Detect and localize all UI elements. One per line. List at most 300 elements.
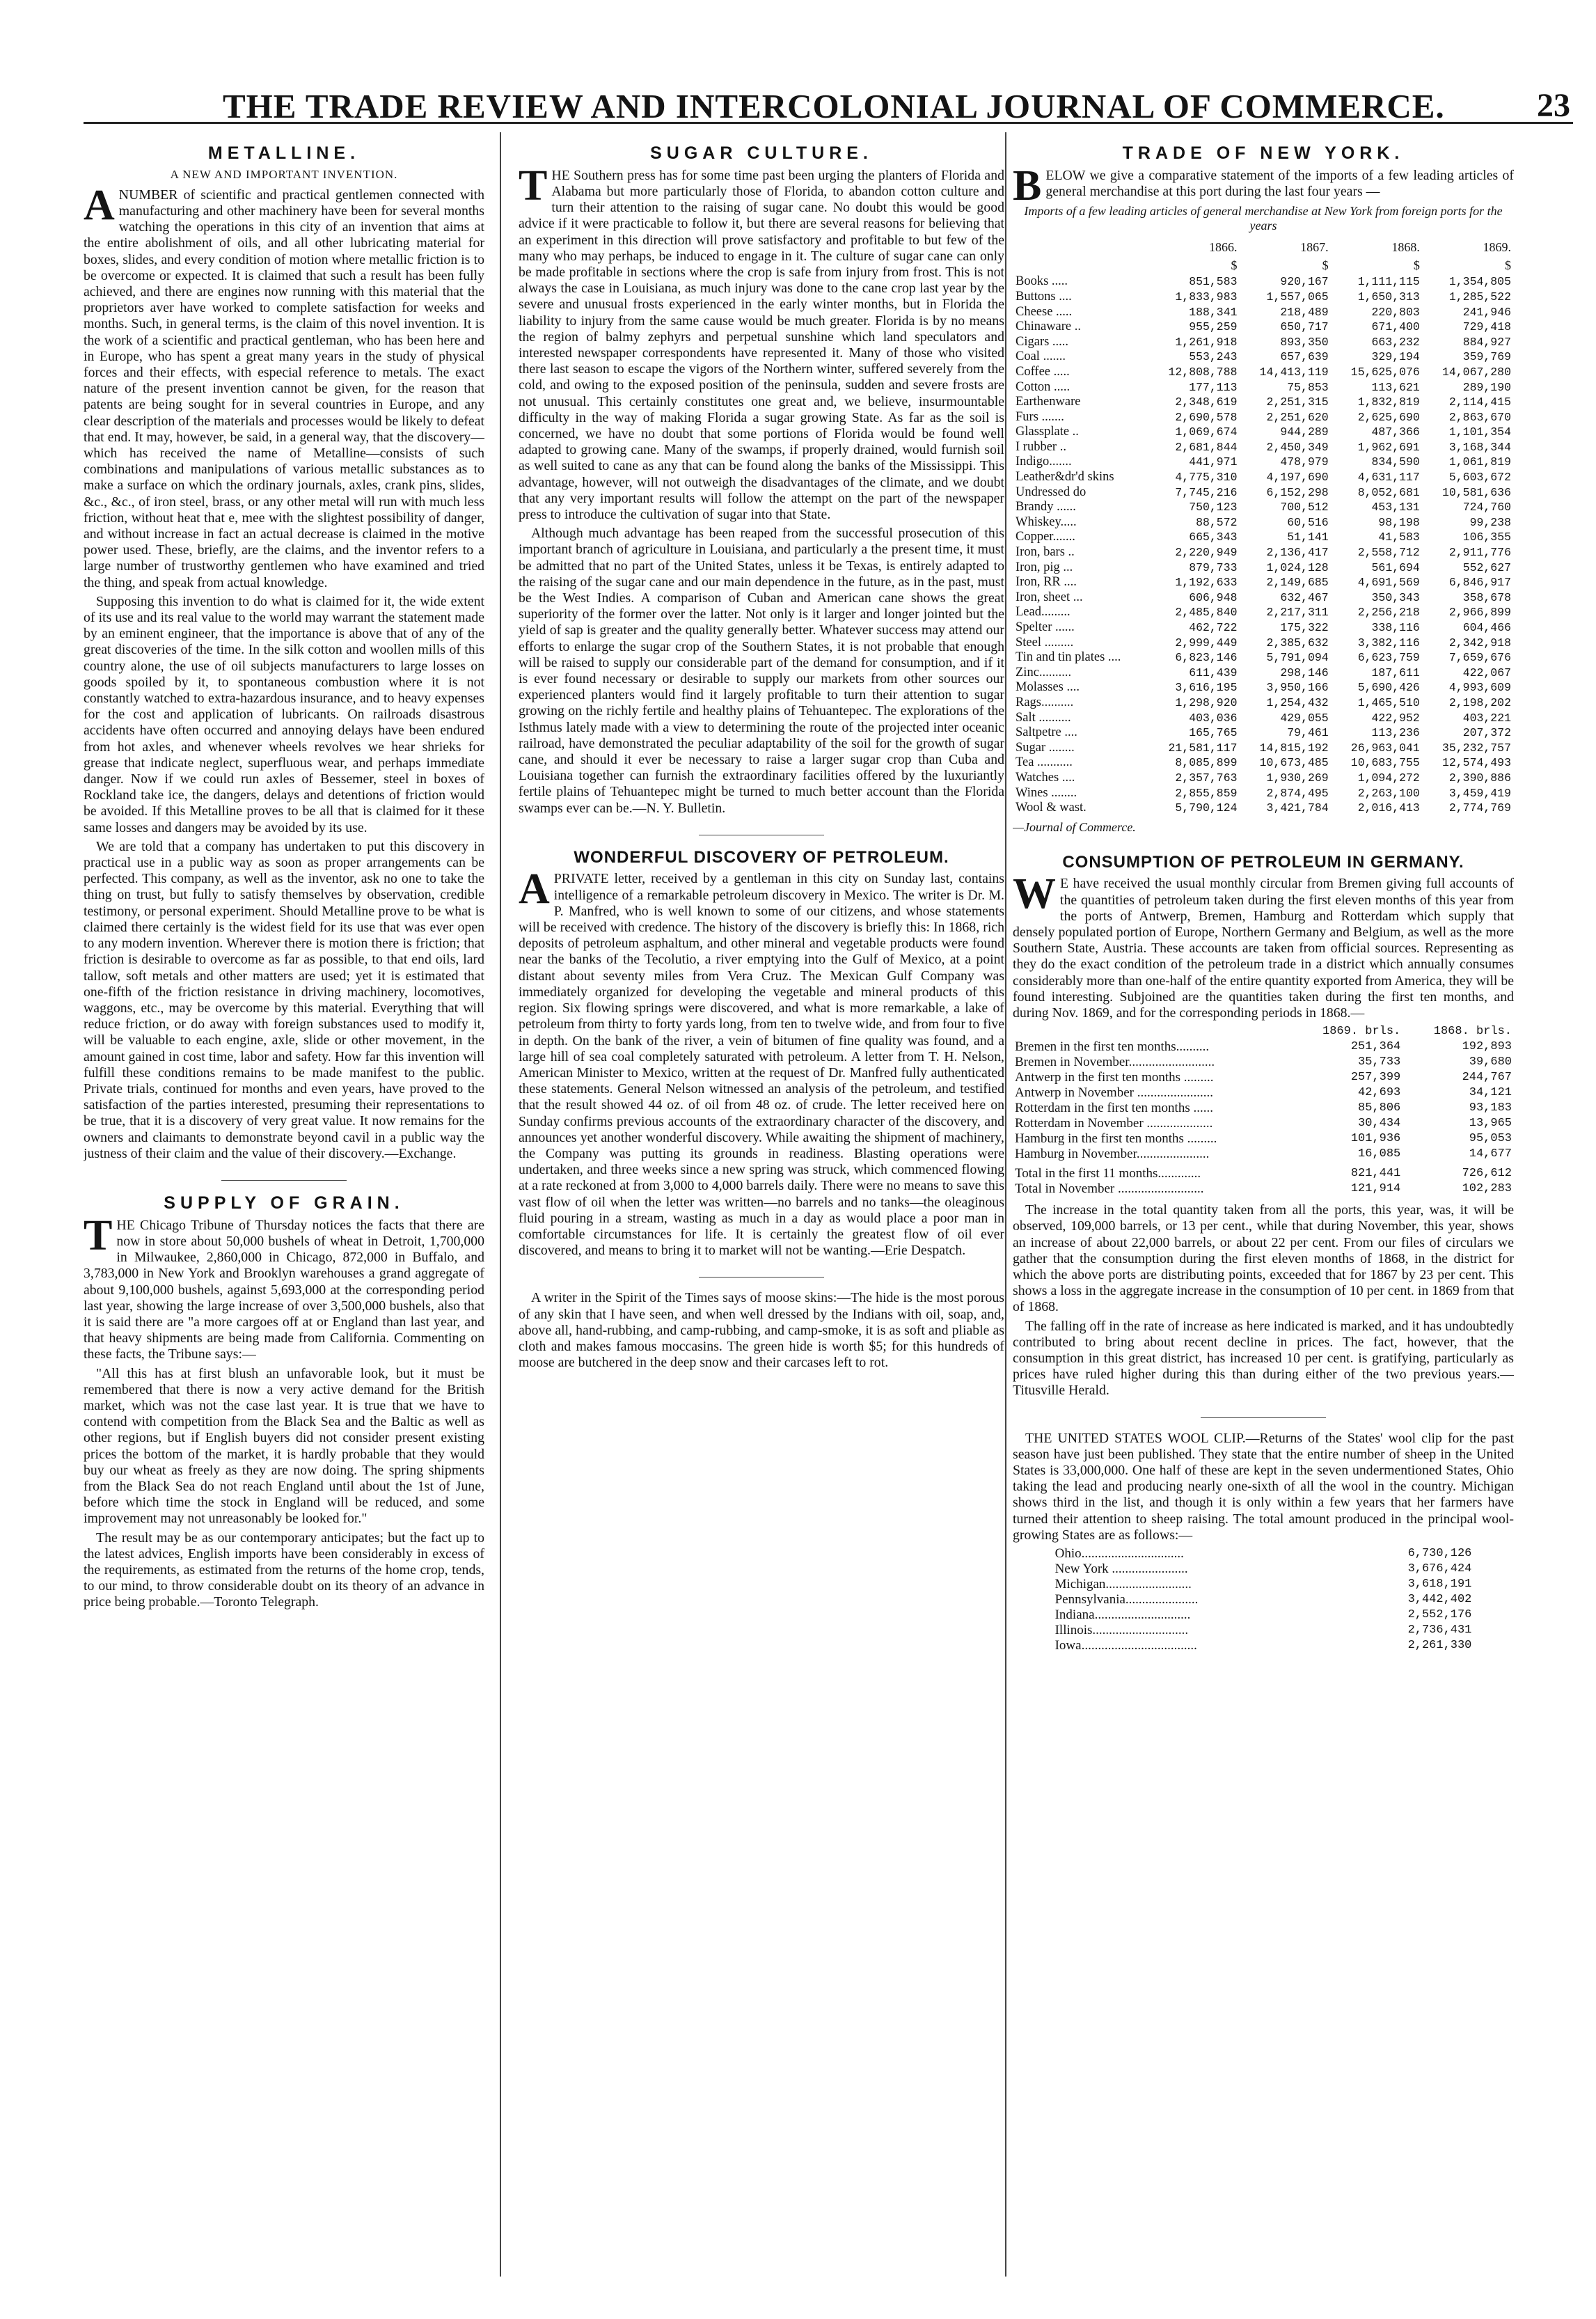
table-row (1013, 1181, 1514, 1197)
table-row (1013, 1116, 1514, 1131)
value-cell: 893,350 (1280, 335, 1329, 349)
commodity-label: Tin and tin plates .... (1016, 650, 1121, 665)
value-cell: 5,603,672 (1448, 471, 1511, 485)
port-label: Rotterdam in the first ten months ...... (1015, 1101, 1213, 1116)
wool-table-body (1053, 1546, 1474, 1653)
commodity-label: Saltpetre .... (1016, 725, 1077, 740)
table-row (1013, 470, 1514, 485)
table-header-cell: 1868. brls. (1433, 1025, 1512, 1039)
table-row (1013, 1055, 1514, 1070)
value-cell: 2,348,619 (1175, 395, 1238, 409)
commodity-label: Tea ........... (1016, 755, 1073, 770)
commodity-label: Undressed do (1016, 485, 1087, 499)
article-petroleum (519, 848, 1004, 1259)
value-cell: 657,639 (1280, 350, 1329, 364)
table-header-cell (1013, 239, 1148, 257)
value-cell: 359,769 (1462, 350, 1511, 364)
value-cell: 5,690,426 (1357, 681, 1420, 695)
port-label: Hamburg in November...................... (1015, 1147, 1210, 1162)
value-cell: 1,111,115 (1357, 275, 1420, 289)
masthead-title: THE TRADE REVIEW AND INTERCOLONIAL JOURNAL OF COMMERCE. (223, 87, 1445, 125)
commodity-label: Coffee ..... (1016, 364, 1070, 379)
port-label: Antwerp in November ....................... (1015, 1085, 1213, 1101)
value-cell: 441,971 (1189, 455, 1238, 469)
table-row (1013, 741, 1514, 756)
article-paragraph: "All this has at first blush an unfavorable look, but it must be remembered that there is now a very active demand for the British market, which was not the case last year. It is true that we have to contend with competition from the Black Sea and the Baltic as well as other regions, but if English buyers did not consider present existing prices the bottom of the market, it is hardly probable that they would buy our wheat as freely as they are now doing. The spring shipments from the Black Sea do not reach England until about the 1st of June, before which time the stock in England will be reduced, and some improvement may not unreasonably be looked for." (84, 1365, 484, 1527)
currency-cell: $ (1413, 258, 1420, 272)
separator (1201, 1417, 1326, 1418)
table-row (1013, 349, 1514, 365)
value-cell: 4,197,690 (1266, 471, 1329, 485)
table-caption: Imports of a few leading articles of general merchandise at New York from foreign ports for the years (1024, 204, 1503, 233)
value-cell: 2,552,176 (1407, 1608, 1472, 1621)
port-label: Bremen in November.......................... (1015, 1055, 1215, 1070)
value-cell: 729,418 (1462, 320, 1511, 334)
table-row (1013, 636, 1514, 651)
value-cell: 6,623,759 (1357, 651, 1420, 665)
table-row (1013, 1131, 1514, 1147)
value-cell: 1,094,272 (1357, 771, 1420, 785)
table-currency-row (1013, 257, 1514, 275)
value-cell: 665,343 (1189, 530, 1238, 544)
value-cell: 920,167 (1280, 275, 1329, 289)
value-cell: 4,691,569 (1357, 576, 1420, 590)
article-paragraph: APRIVATE letter, received by a gentleman in this city on Sunday last, contains intelligence of a remarkable petroleum discovery in Mexico. The writer is Dr. M. P. Manfred, who is well known to some of our citizens, and whose statements will be received with credence. The history of the discovery is briefly this: In 1868, rich deposits of petroleum asphaltum, and other mineral and vegetable products were found near the banks of the Tecolutio, a river emptying into the Gulf of Mexico, at a point distant about seventy miles from Vera Cruz. The Mexican Gulf Company was immediately organized for developing the vegetable and mineral products of this region. Six flowing springs were discovered, and what is more remarkable, a lake of petroleum from thirty to forty yards long, from ten to twelve wide, and from four to five in depth. On the bank of the river, a vein of bitumen of fine quality was found, and a large hill of sea coal completely saturated with petroleum. A letter from T. H. Nelson, American Minister to Mexico, written at the request of Dr. Manfred fully authenticated these statements. General Nelson witnessed an analysis of the petroleum, and testified that the result showed 44 oz. of oil from 48 oz. of crude. The letter received here on Sunday confirms previous accounts of the extraordinary character of the discovery, and announces yet another wonderful discovery. While awaiting the shipment of machinery, the Company was putting its grounds in readiness. Blasting operations were undertaken, and three weeks since a new spring was struck, which commenced flowing at a rate reckoned at from 3,000 to 4,000 barrels daily. There were no means to save this vast flow of oil when the letter was written—no barrels and no tanks—the oleaginous fluid pouring in a stream, wasting as much in a day as would place a poor man in comfortable circumstances for life. It is certainly the greatest flow of oil ever discovered, and means to bring it to market will not be wanting.—Erie Despatch. (519, 865, 1004, 1259)
value-cell: 1,833,983 (1175, 290, 1238, 304)
commodity-label: Cigars ..... (1016, 334, 1069, 349)
value-cell: 2,450,349 (1266, 440, 1329, 454)
value-cell: 650,717 (1280, 320, 1329, 334)
article-sugar (519, 143, 1004, 817)
value-cell: 403,036 (1189, 711, 1238, 725)
table-header-cell: 1869. (1483, 240, 1511, 255)
commodity-label: Watches .... (1016, 770, 1075, 785)
table-row (1013, 530, 1514, 545)
value-cell: 5,791,094 (1266, 651, 1329, 665)
value-cell: 93,183 (1469, 1101, 1512, 1115)
column-left (84, 139, 484, 2277)
currency-cell: $ (1231, 258, 1238, 272)
article-paragraph: The result may be as our contemporary anticipates; but the fact up to the latest advices, English imports have been considerably in excess of the requirements, as estimated from the returns of the home crop, tends, to our mind, to throw considerable doubt on its theory of an advance in price being probable.—Toronto Telegraph. (84, 1530, 484, 1610)
value-cell: 95,053 (1469, 1132, 1512, 1146)
value-cell: 34,121 (1469, 1086, 1512, 1100)
article-heading: CONSUMPTION OF PETROLEUM IN GERMANY. (1062, 852, 1464, 872)
port-label: Total in the first 11 months............. (1015, 1166, 1201, 1181)
value-cell: 5,790,124 (1175, 801, 1238, 815)
state-label: Michigan.......................... (1054, 1577, 1192, 1591)
table-row (1013, 290, 1514, 305)
commodity-label: Buttons .... (1016, 289, 1072, 304)
masthead (84, 82, 1573, 124)
value-cell: 2,256,218 (1357, 606, 1420, 620)
value-cell: 177,113 (1189, 380, 1238, 394)
value-cell: 2,736,431 (1407, 1624, 1472, 1637)
value-cell: 75,853 (1287, 380, 1329, 394)
value-cell: 16,085 (1358, 1147, 1401, 1161)
value-cell: 10,673,485 (1259, 756, 1329, 770)
value-cell: 99,238 (1469, 515, 1511, 529)
value-cell: 1,465,510 (1357, 695, 1420, 709)
value-cell: 671,400 (1371, 320, 1420, 334)
table-row (1013, 1039, 1514, 1055)
value-cell: 329,194 (1371, 350, 1420, 364)
value-cell: 6,846,917 (1448, 576, 1511, 590)
table-row (1013, 575, 1514, 590)
table-header-row (1013, 239, 1514, 257)
value-cell: 26,963,041 (1350, 741, 1420, 755)
commodity-label: Earthenware (1016, 395, 1081, 409)
value-cell: 113,236 (1371, 726, 1420, 740)
value-cell: 106,355 (1462, 530, 1511, 544)
value-cell: 8,052,681 (1357, 485, 1420, 499)
imports-table-body (1013, 274, 1514, 815)
port-label: Hamburg in the first ten months ......... (1015, 1131, 1217, 1147)
article-paragraph: THE Southern press has for some time past been urging the planters of Florida and Alabama but more particularly those of Florida, to abandon cotton culture and turn their attention to the raising of sugar cane. No doubt this would be good advice if it were practicable to follow it, but there are several reasons for believing that an experiment in this direction will prove satisfactory and profitable to but few of the many who may perhaps, be induced to engage in it. The culture of sugar cane can only be made profitable in sections where the crop is safe from injury from frost. This is not always the case in Louisiana, as much injury was done to the cane crop last year by the severe and unusual frosts experienced in the early winter months, but in Florida the liability to injury from the same cause would be much greater. Florida is by no means the region of balmy zephyrs and perpetual sunshine which land speculators and interested newspaper correspondents have represented it. Many of those who visited there last season to escape the vigors of the Northern winter, suffered severely from the cold, and owing to the exposed position of the peninsula, sudden and severe frosts are not unusual. This certainly constitutes one great and, we believe, insurmountable difficulty in the way of making Florida a sugar growing State. As far as the soil is concerned, we have no doubt that some portions of Florida would be found well adapted to growing cane. Many of the swamps, if properly drained, would furnish soil as well suited to cane as any that can be found along the banks of the Mississippi. This advantage, however, will not outweigh the disadvantages of the climate, and we doubt that any very important results will follow the attempt on the part of the newspaper press to introduce the cultivation of sugar into that State. (519, 162, 1004, 523)
commodity-label: Wines ........ (1016, 785, 1077, 800)
value-cell: 632,467 (1280, 590, 1329, 604)
value-cell: 724,760 (1462, 501, 1511, 514)
value-cell: 2,220,949 (1175, 546, 1238, 560)
value-cell: 220,803 (1371, 305, 1420, 319)
value-cell: 2,855,859 (1175, 786, 1238, 800)
value-cell: 41,583 (1378, 530, 1420, 544)
table-row (1013, 395, 1514, 410)
article-paragraph: Although much advantage has been reaped from the successful prosecution of this important branch of agriculture in Louisiana, and particularly a the present time, it must be admitted that no part of the United States, unless it be Texas, is entirely adapted to the raising of the sugar cane and our main dependence in the future, as in the past, must be the West Indies. A comparison of Cuban and American cane shows the great superiority of the former over the latter. Not only is it larger and longer jointed but the yield of sap is greater and the quality generally better. Whatever success may attend our efforts to enlarge the sugar crop of the Southern States, it is not probable that enough will be raised to supply our considerable part of the demand for consumption, and if it is ever found necessary or desirable to supply our markets from other sources our experienced planters would find it largely profitable to turn their attention to sugar growing on the richly fertile and healthy plains of Tehuantepec. The explorations of the Isthmus lately made with a view to determining the route of the projected inter oceanic railroad, have demonstrated the peculiar adaptability of the soil for the growth of sugar cane, and should it ever be necessary to raise a larger sugar crop than Cuba and Louisiana together can furnish the extraordinary facilities offered by the luxuriantly fertile plains of Tehuantepec might be turned to much better account than the Florida swamps ever can be.—N. Y. Bulletin. (519, 526, 1004, 816)
table-row (1013, 455, 1514, 470)
article-paragraph: ANUMBER of scientific and practical gentlemen connected with manufacturing and other machinery have been for several months watching the operations in this city of an invention that aims at the entire abolishment of oils, and all other lubricating material for boxes, slides, and every condition of motion where metallic friction is to be overcome or expected. It is claimed that such a result has been fully achieved, and there are engines now running with this material that the proprietors aver have worked to complete satisfaction for weeks and months. Such, in general terms, is the claim of this novel invention. It is the work of a scientific and practical gentleman, who has been here and in Europe, who has spent a great many years in the study of physical forces and their effects, with especial reference to metals. The exact nature of the present invention cannot be given, for the reason that patents are being sought for in several countries in Europe, and any clear description of the materials and processes would be likely to defeat that end. It may, however, be said, in a general way, that the discovery—which has received the name of Metalline—consists of such combinations and manipulations of various metallic substances as to make a surface on which the ordinary journals, axles, crank pins, slides, &c., &c., of iron steel, brass, or any other metal will run with much less friction, without heat that e, mee with the slightest possibility of danger, and without increase in fact an actual decrease is claimed in the motive power used. These, briefly, are the claims, and the inventor refers to a large number of trustworthy gentlemen who have examined and tried the thing, and speak from actual knowledge. (84, 181, 484, 590)
value-cell: 3,950,166 (1266, 681, 1329, 695)
imports-table (1013, 239, 1514, 816)
value-cell: 606,948 (1189, 590, 1238, 604)
value-cell: 165,765 (1189, 726, 1238, 740)
value-cell: 2,681,844 (1175, 440, 1238, 454)
table-row (1053, 1546, 1474, 1562)
table-header-cell: 1869. brls. (1322, 1025, 1401, 1039)
commodity-label: Brandy ...... (1016, 500, 1076, 514)
value-cell: 7,745,216 (1175, 485, 1238, 499)
separator (699, 1277, 824, 1278)
commodity-label: Coal ....... (1016, 349, 1066, 364)
value-cell: 2,485,840 (1175, 606, 1238, 620)
table-header-cell: 1868. (1391, 240, 1420, 255)
value-cell: 10,581,636 (1441, 485, 1511, 499)
article-grain (84, 1193, 484, 1611)
value-cell: 2,558,712 (1357, 546, 1420, 560)
commodity-label: Books ..... (1016, 274, 1068, 289)
value-cell: 4,993,609 (1448, 681, 1511, 695)
value-cell: 2,251,315 (1266, 395, 1329, 409)
value-cell: 944,289 (1280, 425, 1329, 439)
commodity-label: Wool & wast. (1016, 801, 1087, 815)
value-cell: 3,618,191 (1407, 1578, 1472, 1591)
page-number: 23 (1537, 87, 1570, 124)
table-row (1013, 725, 1514, 741)
column-rule-1 (500, 132, 501, 2277)
table-row (1013, 320, 1514, 335)
value-cell: 2,149,685 (1266, 576, 1329, 590)
value-cell: 298,146 (1280, 666, 1329, 679)
commodity-label: Zinc.......... (1016, 665, 1072, 679)
value-cell: 553,243 (1189, 350, 1238, 364)
article-paragraph: We are told that a company has undertaken to put this discovery in practical use in a public way as soon as proper arrangements can be perfected. This company, as well as the inventor, ask no one to take the thing on trust, but fully to satisfy themselves by observation, credible testimony, or personal experiment. Should Metalline prove to be what is claimed there certainly is the widest field for its use that was ever open to any modern invention. Wherever there is motion there is friction; that friction is desirable to overcome as far as possible, to that end oils, lard tallow, soft metals and other matters are used; yet it is estimated that one-fifth of the friction resistance in driving machinery, locomotives, waggons, etc., may be overcome by this material. Everything that will reduce friction, or do away with foreign substances used to modify it, will be valuable to each engine, axle, slide or other movement, in the amount gained in cost time, labor and safety. How far this invention will fulfill these conditions remains to be made manifest to the public. Private trials, continued for months and even years, have proved to the satisfaction of the parties interested, presuming their representations to be true, that it is a discovery of very great value. It now remains for the owners and claimants to demonstrate beyond cavil in a public way the justness of their claim and the value of their discovery.—Exchange. (84, 838, 484, 1161)
state-label: Ohio............................... (1054, 1546, 1184, 1561)
value-cell: 700,512 (1280, 501, 1329, 514)
value-cell: 3,676,424 (1407, 1562, 1472, 1575)
article-paragraph (1013, 1431, 1514, 1543)
table-row (1013, 1070, 1514, 1085)
value-cell: 2,342,918 (1448, 636, 1511, 650)
value-cell: 3,459,419 (1448, 786, 1511, 800)
table-row (1013, 425, 1514, 440)
value-cell: 750,123 (1189, 501, 1238, 514)
value-cell: 207,372 (1462, 726, 1511, 740)
value-cell: 350,343 (1371, 590, 1420, 604)
petroleum-table-body (1013, 1039, 1514, 1197)
value-cell: 85,806 (1358, 1101, 1401, 1115)
table-row (1013, 1147, 1514, 1162)
table-row (1013, 695, 1514, 711)
value-cell: 15,625,076 (1350, 365, 1420, 379)
table-header-row (1013, 1024, 1514, 1039)
article-subheading: A NEW AND IMPORTANT INVENTION. (170, 167, 398, 181)
value-cell: 3,168,344 (1448, 440, 1511, 454)
table-row (1053, 1607, 1474, 1623)
value-cell: 88,572 (1196, 515, 1238, 529)
table-header-cell (1013, 257, 1148, 275)
value-cell: 42,693 (1358, 1086, 1401, 1100)
state-label: New York ....................... (1054, 1562, 1188, 1576)
value-cell: 3,442,402 (1407, 1593, 1472, 1606)
article-paragraph: Supposing this invention to do what is claimed for it, the wide extent of its use and its real value to the world may warrant the statement made by an eminent engineer, that the importance is above that of any of the great discoveries of the time. In the silk cotton and woollen mills of this country alone, the use of oil subjects manufacturers to large losses on goods spoiled by it, to spontaneous combustion where it is not constantly watched to extra-hazardous insurance, and to heavy expenses for the cost and application of lubricants. On railroads disastrous accidents have often occurred and annoying delays have been endured from hot axles, and whenever wheels revolves we hear shrieks for grease that indicate neglect, superfluous wear, and perhaps immediate danger. Now if we could run axles of Bessemer, steel in boxes of Rockland take ice, the dangers, delays and detentions of friction would be avoided. If this Metalline proves to be all that is claimed for it these same losses and dangers may be avoided by its use. (84, 593, 484, 835)
table-row (1013, 1085, 1514, 1101)
wool-table (1053, 1546, 1474, 1653)
value-cell: 1,962,691 (1357, 440, 1420, 454)
value-cell: 879,733 (1189, 560, 1238, 574)
value-cell: 257,399 (1350, 1071, 1401, 1085)
table-row (1013, 335, 1514, 350)
commodity-label: Salt .......... (1016, 710, 1071, 725)
table-row (1053, 1623, 1474, 1638)
value-cell: 1,650,313 (1357, 290, 1420, 304)
value-cell: 1,261,918 (1175, 335, 1238, 349)
value-cell: 3,616,195 (1175, 681, 1238, 695)
value-cell: 1,298,920 (1175, 695, 1238, 709)
value-cell: 2,198,202 (1448, 695, 1511, 709)
value-cell: 2,136,417 (1266, 546, 1329, 560)
value-cell: 8,085,899 (1175, 756, 1238, 770)
value-cell: 2,863,670 (1448, 410, 1511, 424)
commodity-label: Furs ....... (1016, 409, 1064, 424)
value-cell: 14,067,280 (1441, 365, 1511, 379)
value-cell: 192,893 (1462, 1040, 1512, 1054)
value-cell: 14,413,119 (1259, 365, 1329, 379)
value-cell: 244,767 (1462, 1071, 1512, 1085)
commodity-label: Leather&dr'd skins (1016, 470, 1114, 485)
value-cell: 884,927 (1462, 335, 1511, 349)
state-label: Iowa................................... (1054, 1638, 1197, 1653)
value-cell: 1,832,819 (1357, 395, 1420, 409)
value-cell: 834,590 (1371, 455, 1420, 469)
currency-cell: $ (1322, 258, 1329, 272)
article-heading: WONDERFUL DISCOVERY OF PETROLEUM. (574, 847, 949, 867)
value-cell: 3,421,784 (1266, 801, 1329, 815)
article-paragraph: The increase in the total quantity taken from all the ports, this year, was, it will be observed, 109,000 barrels, or 13 per cent., while that during November, this year, shows an increase of about 22,000 barrels, or about 22 per cent. From our files of circulars we gather that the consumption during the first eleven months of 1868, in the district for which the above ports are distributing points, exceeded that for 1867 by 23 per cent. This shows a loss in the aggregate increase in the consumption of 10 per cent. in 1869 from that of 1868. (1013, 1202, 1514, 1315)
table-row (1053, 1577, 1474, 1592)
table-row (1013, 485, 1514, 501)
value-cell: 6,730,126 (1407, 1547, 1472, 1560)
article-consumption-petroleum (1013, 853, 1514, 1399)
commodity-label: Iron, bars .. (1016, 545, 1075, 560)
table-row (1053, 1562, 1474, 1577)
value-cell: 121,914 (1350, 1182, 1401, 1196)
article-metalline (84, 143, 484, 1162)
value-cell: 453,131 (1371, 501, 1420, 514)
commodity-label: Rags.......... (1016, 695, 1074, 709)
table-row (1013, 560, 1514, 576)
table-row (1013, 365, 1514, 380)
table-row (1013, 380, 1514, 395)
value-cell: 30,434 (1358, 1117, 1401, 1131)
commodity-label: Whiskey..... (1016, 514, 1077, 529)
table-row (1013, 410, 1514, 425)
value-cell: 289,190 (1462, 380, 1511, 394)
commodity-label: Indigo....... (1016, 455, 1072, 469)
separator (221, 1180, 347, 1181)
value-cell: 218,489 (1280, 305, 1329, 319)
commodity-label: I rubber .. (1016, 439, 1066, 454)
value-cell: 251,364 (1350, 1040, 1401, 1054)
value-cell: 1,192,633 (1175, 576, 1238, 590)
table-row (1013, 274, 1514, 290)
note-title: THE UNITED STATES WOOL CLIP. (1025, 1430, 1246, 1446)
value-cell: 552,627 (1462, 560, 1511, 574)
table-row (1013, 605, 1514, 620)
table-row (1013, 680, 1514, 695)
table-row (1053, 1638, 1474, 1653)
table-header-cell (1013, 1024, 1292, 1039)
article-trade-new-york (1013, 143, 1514, 835)
article-paragraph: WE have received the usual monthly circular from Bremen giving full accounts of the quantities of petroleum taken during the first eleven months of this year from the ports of Antwerp, Bremen, Hamburg and Rotterdam which supply that densely populated portion of Europe, Northern Germany and Belgium, as well as the more Southern State, Austria. These accounts are taken from official sources. Representing as they do the exact condition of the petroleum trade in a district which annually consumes considerably more than one-half of the entire quantity exported from America, they will be found interesting. Subjoined are the quantities taken during the first ten months, and during Nov. 1869, and for the corresponding periods in 1868.— (1013, 870, 1514, 1021)
table-row (1013, 650, 1514, 666)
value-cell: 851,583 (1189, 275, 1238, 289)
value-cell: 2,261,330 (1407, 1639, 1472, 1652)
value-cell: 478,979 (1280, 455, 1329, 469)
commodity-label: Cotton ..... (1016, 379, 1070, 394)
value-cell: 1,285,522 (1448, 290, 1511, 304)
value-cell: 338,116 (1371, 621, 1420, 634)
table-row (1013, 666, 1514, 681)
petroleum-table (1013, 1024, 1514, 1197)
value-cell: 12,574,493 (1441, 756, 1511, 770)
value-cell: 51,141 (1287, 530, 1329, 544)
port-label: Total in November .......................... (1015, 1181, 1204, 1197)
value-cell: 113,621 (1371, 380, 1420, 394)
value-cell: 4,775,310 (1175, 471, 1238, 485)
state-label: Indiana............................. (1054, 1607, 1191, 1622)
table-row (1013, 801, 1514, 816)
commodity-label: Spelter ...... (1016, 620, 1075, 634)
table-header-cell: 1866. (1209, 240, 1238, 255)
value-cell: 726,612 (1462, 1167, 1512, 1181)
value-cell: 429,055 (1280, 711, 1329, 725)
value-cell: 2,263,100 (1357, 786, 1420, 800)
value-cell: 561,694 (1371, 560, 1420, 574)
value-cell: 6,152,298 (1266, 485, 1329, 499)
article-moose (519, 1290, 1004, 1371)
article-wool-clip (1013, 1431, 1514, 1653)
value-cell: 2,016,413 (1357, 801, 1420, 815)
value-cell: 7,659,676 (1448, 651, 1511, 665)
article-heading: TRADE OF NEW YORK. (1122, 143, 1405, 163)
port-label: Antwerp in the first ten months ......... (1015, 1070, 1214, 1085)
table-row (1013, 590, 1514, 606)
value-cell: 35,232,757 (1441, 741, 1511, 755)
table-row (1013, 515, 1514, 530)
value-cell: 2,966,899 (1448, 606, 1511, 620)
value-cell: 487,366 (1371, 425, 1420, 439)
commodity-label: Steel ......... (1016, 635, 1074, 650)
article-heading: SUGAR CULTURE. (650, 143, 873, 163)
port-label: Rotterdam in November .................... (1015, 1116, 1213, 1131)
value-cell: 2,385,632 (1266, 636, 1329, 650)
value-cell: 10,683,755 (1350, 756, 1420, 770)
value-cell: 403,221 (1462, 711, 1511, 725)
table-row (1013, 545, 1514, 560)
value-cell: 1,101,354 (1448, 425, 1511, 439)
table-row (1013, 305, 1514, 320)
value-cell: 821,441 (1350, 1167, 1401, 1181)
value-cell: 98,198 (1378, 515, 1420, 529)
value-cell: 188,341 (1189, 305, 1238, 319)
table-source: —Journal of Commerce. (1013, 819, 1136, 834)
article-paragraph: A writer in the Spirit of the Times says of moose skins:—The hide is the most porous of any skin that I have seen, and when well dressed by the Indians with oil, soap, and, above all, hand-rubbing, and camp-rubbing, and camp-smoke, it is as soft and pliable as cloth and makes famous moccasins. The green hide is worth $5; for this hundreds of moose are butchered in the deep snow and their carcases left to rot. (519, 1290, 1004, 1371)
article-heading: METALLINE. (207, 143, 361, 163)
value-cell: 2,774,769 (1448, 801, 1511, 815)
value-cell: 2,114,415 (1448, 395, 1511, 409)
value-cell: 14,815,192 (1259, 741, 1329, 755)
commodity-label: Copper....... (1016, 530, 1075, 544)
value-cell: 21,581,117 (1168, 741, 1238, 755)
commodity-label: Lead......... (1016, 605, 1070, 620)
article-paragraph: THE Chicago Tribune of Thursday notices the facts that there are now in store about 50,000 bushels of wheat in Detroit, 1,700,000 in Milwaukee, 2,860,000 in Chicago, 872,000 in Buffalo, and 3,783,000 in New York and Brooklyn warehouses a grand aggregate of about 9,100,000 bushels, against 5,693,000 at the corresponding period last year, showing the large increase of over 3,500,000 bushels, also that it is said there are "a more cargoes off at or England than last year, and that heavy shipments are being made from California. Commenting on these facts, the Tribune says:— (84, 1211, 484, 1362)
state-label: Pennsylvania...................... (1054, 1592, 1199, 1607)
currency-cell: $ (1505, 258, 1511, 272)
commodity-label: Glassplate .. (1016, 425, 1079, 439)
value-cell: 13,965 (1469, 1117, 1512, 1131)
article-heading: SUPPLY OF GRAIN. (164, 1193, 404, 1213)
commodity-label: Iron, sheet ... (1016, 590, 1083, 604)
value-cell: 1,024,128 (1266, 560, 1329, 574)
port-label: Bremen in the first ten months.......... (1015, 1039, 1210, 1055)
value-cell: 2,690,578 (1175, 410, 1238, 424)
value-cell: 1,061,819 (1448, 455, 1511, 469)
value-cell: 79,461 (1287, 726, 1329, 740)
value-cell: 422,952 (1371, 711, 1420, 725)
value-cell: 955,259 (1189, 320, 1238, 334)
value-cell: 35,733 (1358, 1055, 1401, 1069)
table-header-cell: 1867. (1300, 240, 1329, 255)
commodity-label: Cheese ..... (1016, 304, 1073, 319)
table-row (1013, 786, 1514, 801)
value-cell: 2,874,495 (1266, 786, 1329, 800)
value-cell: 14,677 (1469, 1147, 1512, 1161)
table-row (1013, 1101, 1514, 1116)
value-cell: 2,999,449 (1175, 636, 1238, 650)
value-cell: 2,390,886 (1448, 771, 1511, 785)
value-cell: 60,516 (1287, 515, 1329, 529)
value-cell: 101,936 (1350, 1132, 1401, 1146)
value-cell: 2,357,763 (1175, 771, 1238, 785)
